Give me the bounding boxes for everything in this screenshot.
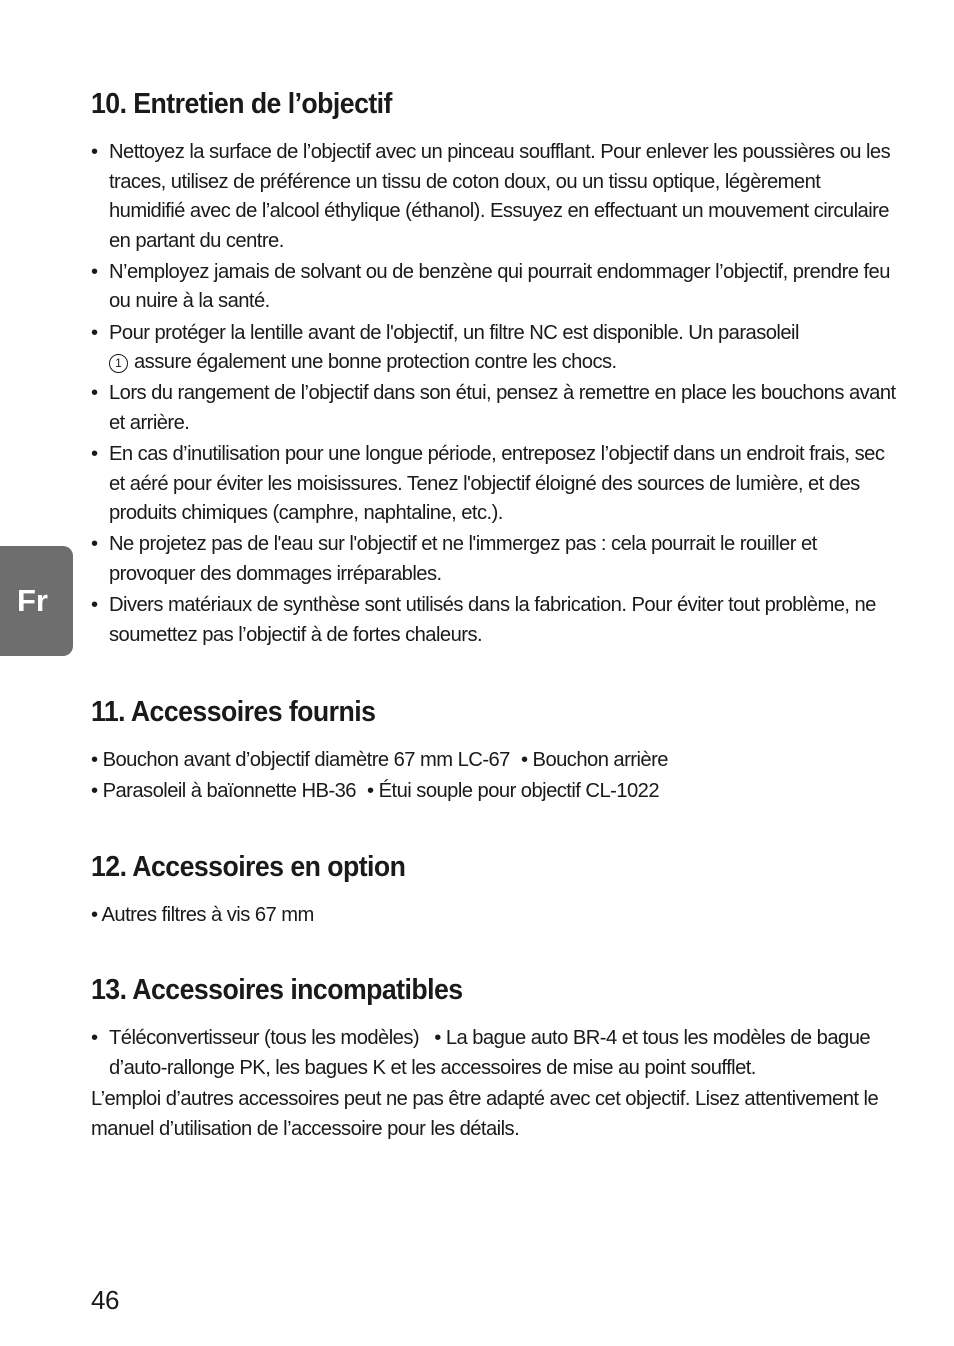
bullet-list <box>91 138 901 650</box>
language-tab: Fr <box>0 546 73 656</box>
bullet-list <box>91 746 901 807</box>
bullet-icon: • <box>91 141 98 163</box>
circled-number-marker: 1 <box>109 354 128 373</box>
list-item-text: Lors du rangement de l’objectif dans son étui, pensez à remettre en place les bouchons avant et arrière. <box>109 382 896 434</box>
bullet-icon: • <box>91 442 98 465</box>
section-incompatible-accessories <box>91 968 901 1144</box>
bullet-icon: • <box>91 903 98 926</box>
bullet-icon: • <box>367 780 374 803</box>
section-title: 12. Accessoires en option <box>91 850 406 883</box>
list-item-text: Parasoleil à baïonnette HB-36 <box>102 780 356 803</box>
list-item <box>91 591 901 650</box>
section-title: 10. Entretien de l’objectif <box>91 88 392 120</box>
list-item-text: N’employez jamais de solvant ou de benzène qui pourrait endommager l’objectif, prendre feu ou nuire à la santé. <box>109 260 890 313</box>
list-item <box>91 901 901 931</box>
list-item-text: Bouchon avant d’objectif diamètre 67 mm LC-67 <box>102 749 510 772</box>
list-item-text: En cas d’inutilisation pour une longue période, entreposez l’objectif dans un endroit frais, sec et aéré pour éviter les moisissures. Tenez l'objectif éloigné des sources de lumière, et des produits chimiques (camphre, naphtaline, etc.). <box>109 442 885 525</box>
list-item <box>91 379 901 438</box>
bullet-icon: • <box>91 780 98 803</box>
page-content <box>91 82 901 1144</box>
bullet-icon: • <box>434 1027 441 1050</box>
bullet-icon: • <box>520 749 528 772</box>
bullet-icon: • <box>91 533 98 556</box>
section-title: 11. Accessoires fournis <box>91 696 376 729</box>
list-item <box>91 258 901 317</box>
list-item-text: Pour protéger la lentille avant de l'objectif, un filtre NC est disponible. Un parasoleil <box>109 321 799 344</box>
note-paragraph: L’emploi d’autres accessoires peut ne pas être adapté avec cet objectif. Lisez attentivement le manuel d’utilisation de l’accessoire pour les détails. <box>91 1088 879 1140</box>
list-item-text: Bouchon arrière <box>532 749 668 772</box>
list-item-text: Téléconvertisseur (tous les modèles) <box>109 1027 420 1050</box>
list-item <box>91 530 901 589</box>
section-supplied-accessories <box>91 690 901 807</box>
bullet-icon: • <box>91 321 98 344</box>
bullet-icon: • <box>91 593 98 616</box>
bullet-list <box>91 901 901 931</box>
list-item-text: La bague auto BR-4 et tous les modèles de bague d’auto-rallonge PK, les bagues K et les accessoires de mise au point soufflet. <box>109 1027 871 1079</box>
list-item-text: Autres filtres à vis 67 mm <box>101 903 314 926</box>
list-item <box>91 746 901 776</box>
list-item-text: Divers matériaux de synthèse sont utilisés dans la fabrication. Pour éviter tout problème, ne soumettez pas l’objectif à de fortes chaleurs. <box>109 593 876 646</box>
list-item-text: Nettoyez la surface de l’objectif avec un pinceau soufflant. Pour enlever les poussières ou les traces, utilisez de préférence un tissu de coton doux, ou un tissu optique, légèrement humidifié avec de l’alcool éthylique (éthanol). Essuyez en effectuant un mouvement circulaire en partant du centre. <box>109 141 891 252</box>
list-item-text: Ne projetez pas de l'eau sur l'objectif et ne l'immergez pas : cela pourrait le rouiller et provoquer des dommages irréparables. <box>109 533 817 585</box>
list-item <box>91 319 901 378</box>
bullet-icon: • <box>91 1027 98 1050</box>
section-title: 13. Accessoires incompatibles <box>91 974 463 1007</box>
section-optional-accessories <box>91 845 901 931</box>
list-item <box>91 1024 901 1083</box>
bullet-icon: • <box>91 749 98 772</box>
list-item <box>91 440 901 529</box>
list-item-text: Étui souple pour objectif CL-1022 <box>378 780 660 803</box>
page-number: 46 <box>91 1285 119 1315</box>
bullet-list <box>91 1024 901 1083</box>
bullet-icon: • <box>91 260 98 283</box>
bullet-icon: • <box>91 382 98 405</box>
section-lens-care <box>91 82 901 650</box>
list-item-text: assure également une bonne protection contre les chocs. <box>134 351 617 374</box>
list-item <box>91 138 901 256</box>
list-item <box>91 777 901 807</box>
